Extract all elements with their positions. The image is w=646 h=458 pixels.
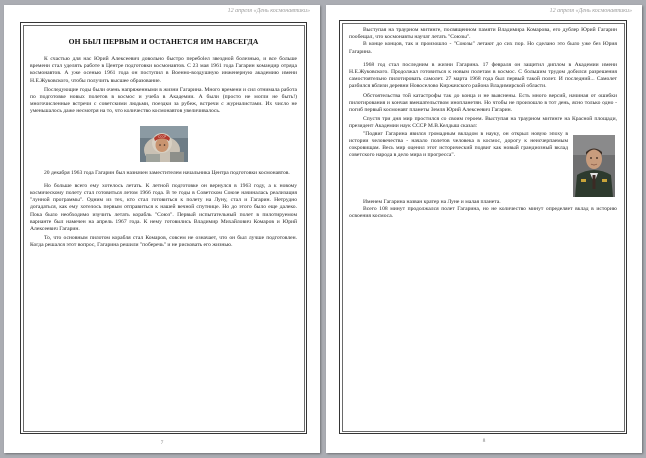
paragraph: Обстоятельства той катастрофы так до конца и не выяснены. Есть много версий, начиная от ошибки пилотирования и кончая вмешательством инопланетян. Но чтобы не произошло в тот день, ясно только одно - погиб первый космонавт планеты Земля Юрий Алексеевич Гагарин. [349,92,617,114]
keldysh-quote: "Подвиг Гагарина явился громадным вкладом в науку, он открыл новую эпоху в истории человечества - начало полетов человека в космос, дорогу к неисчерпаемым сокровищам. Весь мир оценил этот исторический подвиг как новый грандиозный вклад советского народа в дело мира и прогресса". [349,130,568,159]
page-right [326,5,642,453]
page-header: 12 апреля «День космонавтики» [549,8,632,14]
paragraph: Выступая на траурном митинге, посвященном памяти Владимира Комарова, его дублер Юрий Гагарин пообещал, что космонавты научат летать "Союзы". [349,27,617,41]
paragraph: К счастью для нас Юрий Алексеевич довольно быстро перебolел звездной болезнью, и все больше времени стал уделять работе в Центре подготовки космонавтов. С 23 мая 1961 года Гагарин командир отряда космонавтов. А уже осенью 1961 года он поступил в Военно-воздушную инженерную академию имени Н.Е.Жуковского, чтобы получить высшее образование. [30,56,297,84]
page-number: 7 [160,440,164,446]
page-content [30,29,297,427]
page-border-frame [339,20,627,434]
gagarin-portrait-photo [573,135,615,197]
paragraph: Именем Гагарина назван кратер на Луне и малая планета. [363,198,501,205]
paragraph: Спустя три дня мир простился со своим героем. Выступая на траурном митинге на Красной площади, президент Академии наук СССР М.В.Келдыш сказал: [349,116,617,130]
svg-text:СССР: СССР [157,134,166,139]
paragraph: 20 декабря 1963 года Гагарин был назначен заместителем начальника Центра подготовки космонавтов. [44,169,290,176]
gagarin-in-spacesuit-photo [140,126,188,162]
paragraph: В конце концов, так и произошло - "Союзы" летают до сих пор. Но сделано это было уже без Юрия Гагарина. [349,41,617,55]
paragraph: Всего 108 минут продолжался полет Гагарина, но не количество минут определяет вклад в историю освоения космоса. [349,205,617,220]
page-header: 12 апреля «День космонавтики» [227,8,310,14]
page-border-frame [20,22,307,434]
paragraph: 1968 год стал последним в жизни Гагарина. 17 февраля он защитил диплом в Академии имени Н.Е.Жуковского. Продолжал готовиться к новым полетам в космос. С большим трудом добился разрешения самостоятельно пилотировать самолет. 27 марта 1968 года был первый такой полет. И последний... Самолет разбился вблизи деревни Новоселово Киржачского района Владимирской области. [349,61,617,90]
paragraph: Но больше всего ему хотелось летать. К летной подготовке он вернулся в 1963 году, а к новому космическому полету стал готовиться летом 1966 года. В те годы в Советском Союзе начиналась реализация "лунной программы". Одним из тех, кто стал готовиться к полету на Луну, стал и Гагарин. Нетрудно догадаться, как ему хотелось первым отправиться к нашей вечной спутнице. Но до этого было еще далеко. Пока было необходимо изучить летать корабль "Союз". Первый испытательный полет в пилотируемом варианте был намечен на апрель 1967 года. К нему готовились Владимир Михайлович Комаров и Юрий Алексеевич Гагарин. [30,182,297,233]
page-left [4,5,320,453]
paragraph: То, что основным пилотом корабля стал Комаров, совсем не означает, что он был лучше подготовлен. Когда решался этот вопрос, Гагарина решили "поберечь" и не рисковать его жизнью. [30,235,297,249]
page-number: 8 [482,438,486,444]
quote-block [349,131,617,199]
paragraph: Последующие годы были очень напряженными в жизни Гагарина. Много времени и сил отнимала работа по подготовке новых полетов в космос и учеба в Академии. А были (просто не могли не быть!) многочисленные встречи с советскими людьми, поездки за рубеж, встречи с журналистами. Их число не уменьшалось даже несмотря на то, что количество космонавтов увеличивалось. [30,86,297,115]
page-content [349,27,617,427]
article-title: ОН БЫЛ ПЕРВЫМ И ОСТАНЕТСЯ ИМ НАВСЕГДА [68,37,259,46]
